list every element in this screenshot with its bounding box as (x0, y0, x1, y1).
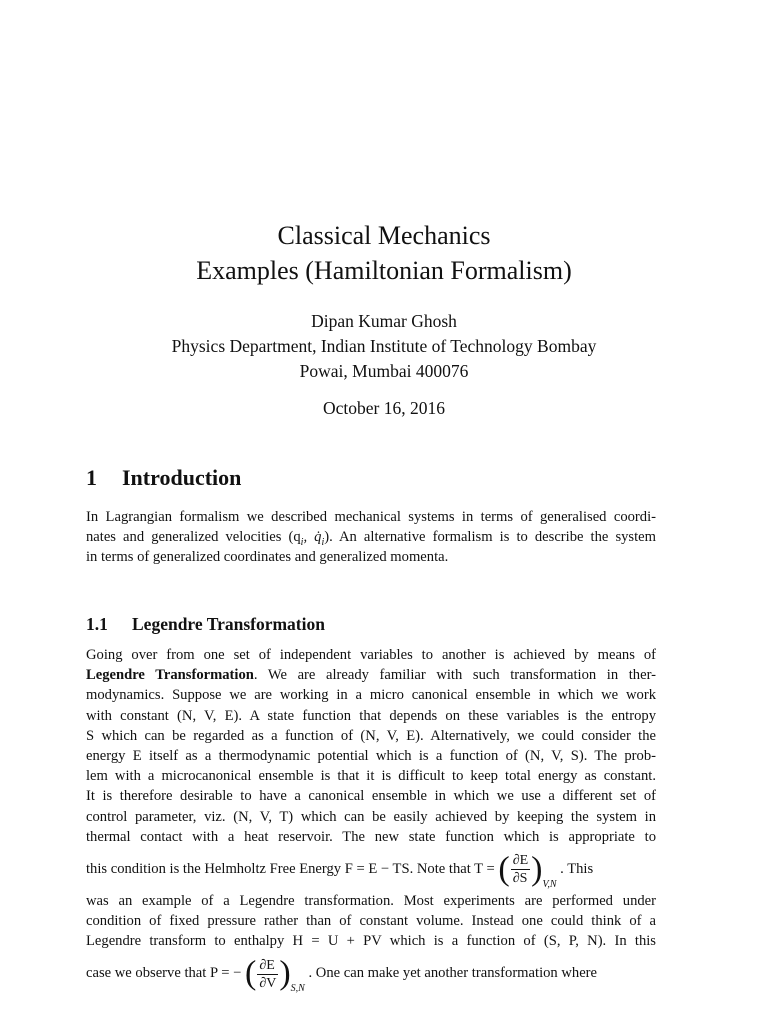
legendre-line-4: with constant (N, V, E). A state function that depends on these variables is the entropy (86, 707, 656, 724)
legendre-line-13: condition of fixed pressure rather than of constant volume. Instead one could think of a (86, 913, 656, 930)
intro-line-3: in terms of generalized coordinates and generalized momenta. (86, 549, 449, 566)
author-affiliation: Physics Department, Indian Institute of Technology Bombay (171, 336, 597, 356)
legendre-line-3: modynamics. Suppose we are working in a micro canonical ensemble in which we work (86, 687, 656, 704)
intro-line-2: nates and generalized velocities ($q_i$, $q̇_i$). An alternative formalism is to describe the system (86, 529, 656, 549)
section-title: Introduction (122, 465, 242, 490)
legendre-term: Legendre Transformation (86, 667, 254, 684)
subsection-title: Legendre Transformation (132, 614, 325, 634)
author-address: Powai, Mumbai 400076 (299, 361, 469, 381)
legendre-line-2-rest: . We are already familiar with such transformation in ther- (253, 667, 656, 684)
legendre-line-5: S which can be regarded as a function of (N, V, E). Alternatively, we could consider the (86, 727, 656, 744)
introduction-paragraph (86, 507, 656, 568)
legendre-line-2 (86, 665, 656, 685)
legendre-line-6: energy E itself as a thermodynamic potential which is a function of (N, V, S). The prob- (86, 747, 656, 764)
derivative-dE-dV: $\frac{\partial E}{\partial V}$ (259, 957, 277, 991)
title-line-2: Examples (Hamiltonian Formalism) (196, 256, 572, 285)
subsection-number: 1.1 (86, 614, 108, 634)
section-number: 1 (86, 465, 97, 490)
legendre-line-15-tail: . One can make yet another transformation where (308, 965, 598, 982)
section-heading-introduction (86, 465, 241, 491)
legendre-line-10: thermal contact with a heat reservoir. The new state function which is appropriate to (86, 828, 656, 845)
legendre-line-9: control parameter, viz. (N, V, T) which can be easily achieved by keeping the system in (86, 808, 656, 825)
intro-line-2-head: nates and generalized velocities (q (86, 529, 301, 546)
legendre-line-7: lem with a microcanonical ensemble is that it is difficult to keep total energy as constant. (86, 768, 656, 785)
legendre-line-15-head: case we observe that P = − (86, 965, 242, 982)
intro-line-1: In Lagrangian formalism we described mechanical systems in terms of generalised coordi- (86, 509, 656, 525)
legendre-paragraph (86, 645, 656, 995)
legendre-line-1: Going over from one set of independent variables to another is achieved by means of (86, 647, 656, 663)
legendre-line-8: It is therefore desirable to have a canonical ensemble in which we use a different set of (86, 788, 656, 805)
intro-line-2-tail: ). An alternative formalism is to describe the system (324, 529, 656, 546)
legendre-line-14: Legendre transform to enthalpy H = U + PV which is a function of (S, P, N). In this (86, 933, 656, 950)
derivative-dE-dS: $\frac{\partial E}{\partial S}$ (512, 853, 529, 887)
title-line-1: Classical Mechanics (277, 221, 491, 250)
subsection-heading-legendre (86, 614, 325, 635)
legendre-line-15: case we observe that P = − ( $\frac{\partial E}{\partial V}$ )$_{S,N}$ . One can make yet another transformation where (86, 955, 598, 995)
legendre-line-11-head: this condition is the Helmholtz Free Energy F = E − TS. Note that T = (86, 860, 495, 877)
legendre-line-11-tail: . This (560, 860, 594, 877)
legendre-line-11: this condition is the Helmholtz Free Energy F = E − TS. Note that T = ( $\frac{\partial E}{\partial S}$ )$_{V,N}$ . This (86, 850, 594, 890)
author-name: Dipan Kumar Ghosh (311, 311, 457, 331)
paper-title (0, 218, 768, 288)
legendre-line-12: was an example of a Legendre transformation. Most experiments are performed under (86, 892, 656, 909)
paper-date: October 16, 2016 (323, 398, 445, 418)
